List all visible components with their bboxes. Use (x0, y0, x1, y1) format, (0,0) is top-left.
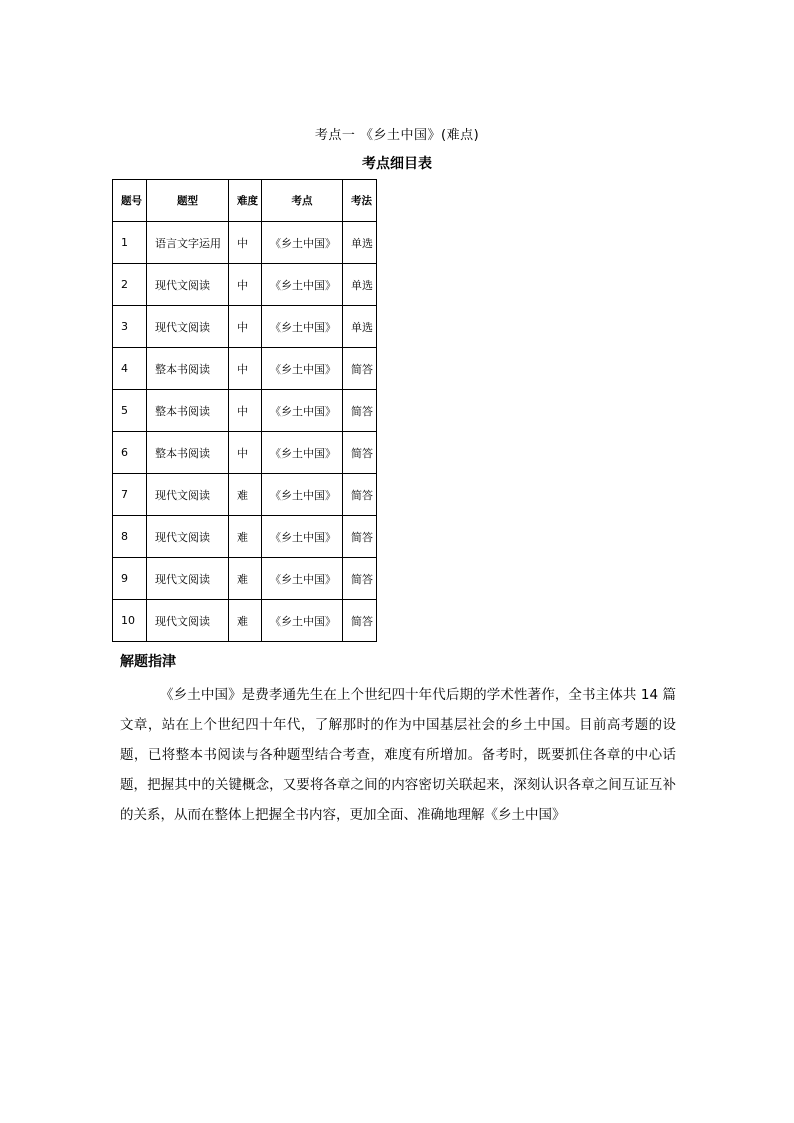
cell-method: 简答 (343, 348, 377, 390)
cell-difficulty: 中 (229, 348, 262, 390)
cell-type: 现代文阅读 (147, 516, 229, 558)
guide-heading: 解题指津 (120, 654, 176, 670)
cell-difficulty: 难 (229, 600, 262, 642)
cell-difficulty: 中 (229, 432, 262, 474)
cell-point: 《乡土中国》 (262, 474, 343, 516)
cell-number: 4 (113, 348, 147, 390)
cell-point: 《乡土中国》 (262, 516, 343, 558)
header-difficulty: 难度 (229, 180, 262, 222)
table-row (113, 222, 377, 264)
cell-point: 《乡土中国》 (262, 558, 343, 600)
table-row (113, 390, 377, 432)
cell-point: 《乡土中国》 (262, 306, 343, 348)
cell-number: 8 (113, 516, 147, 558)
cell-type: 整本书阅读 (147, 348, 229, 390)
table-row (113, 558, 377, 600)
table-row (113, 264, 377, 306)
table-row (113, 432, 377, 474)
table-title: 考点细目表 (362, 156, 432, 172)
guide-paragraph: 《乡土中国》是费孝通先生在上个世纪四十年代后期的学术性著作，全书主体共 14 篇文章，站在上个世纪四十年代，了解那时的作为中国基层社会的乡土中国。目前高考题的设题，已将整本书阅读与各种题型结合考查，难度有所增加。备考时，既要抓住各章的中心话题，把握其中的关键概念，又要将各章之间的内容密切关联起来，深刻认识各章之间互证互补的关系，从而在整体上把握全书内容，更加全面、准确地理解《乡土中国》 (120, 687, 676, 823)
cell-difficulty: 难 (229, 474, 262, 516)
table-row (113, 348, 377, 390)
cell-type: 语言文字运用 (147, 222, 229, 264)
cell-method: 简答 (343, 600, 377, 642)
cell-point: 《乡土中国》 (262, 264, 343, 306)
cell-number: 3 (113, 306, 147, 348)
cell-number: 5 (113, 390, 147, 432)
cell-type: 现代文阅读 (147, 264, 229, 306)
cell-method: 简答 (343, 558, 377, 600)
cell-method: 简答 (343, 390, 377, 432)
table-row (113, 306, 377, 348)
page-title: 考点一 《乡土中国》(难点) (314, 128, 480, 143)
cell-point: 《乡土中国》 (262, 432, 343, 474)
header-number: 题号 (113, 180, 147, 222)
cell-type: 整本书阅读 (147, 432, 229, 474)
cell-difficulty: 中 (229, 264, 262, 306)
cell-number: 1 (113, 222, 147, 264)
cell-method: 简答 (343, 432, 377, 474)
header-method: 考法 (343, 180, 377, 222)
cell-difficulty: 中 (229, 306, 262, 348)
cell-number: 9 (113, 558, 147, 600)
cell-method: 单选 (343, 222, 377, 264)
table-row (113, 600, 377, 642)
cell-method: 单选 (343, 264, 377, 306)
cell-type: 现代文阅读 (147, 474, 229, 516)
cell-point: 《乡土中国》 (262, 600, 343, 642)
table-row (113, 474, 377, 516)
cell-difficulty: 中 (229, 222, 262, 264)
cell-difficulty: 难 (229, 558, 262, 600)
cell-type: 现代文阅读 (147, 306, 229, 348)
cell-number: 10 (113, 600, 147, 642)
table-header-row (113, 180, 377, 222)
exam-points-table (112, 179, 377, 642)
header-point: 考点 (262, 180, 343, 222)
cell-method: 简答 (343, 474, 377, 516)
cell-number: 6 (113, 432, 147, 474)
cell-number: 2 (113, 264, 147, 306)
table-row (113, 516, 377, 558)
cell-point: 《乡土中国》 (262, 390, 343, 432)
cell-method: 单选 (343, 306, 377, 348)
cell-difficulty: 难 (229, 516, 262, 558)
header-type: 题型 (147, 180, 229, 222)
cell-type: 现代文阅读 (147, 600, 229, 642)
cell-number: 7 (113, 474, 147, 516)
cell-difficulty: 中 (229, 390, 262, 432)
cell-method: 简答 (343, 516, 377, 558)
cell-type: 现代文阅读 (147, 558, 229, 600)
cell-point: 《乡土中国》 (262, 222, 343, 264)
cell-point: 《乡土中国》 (262, 348, 343, 390)
cell-type: 整本书阅读 (147, 390, 229, 432)
